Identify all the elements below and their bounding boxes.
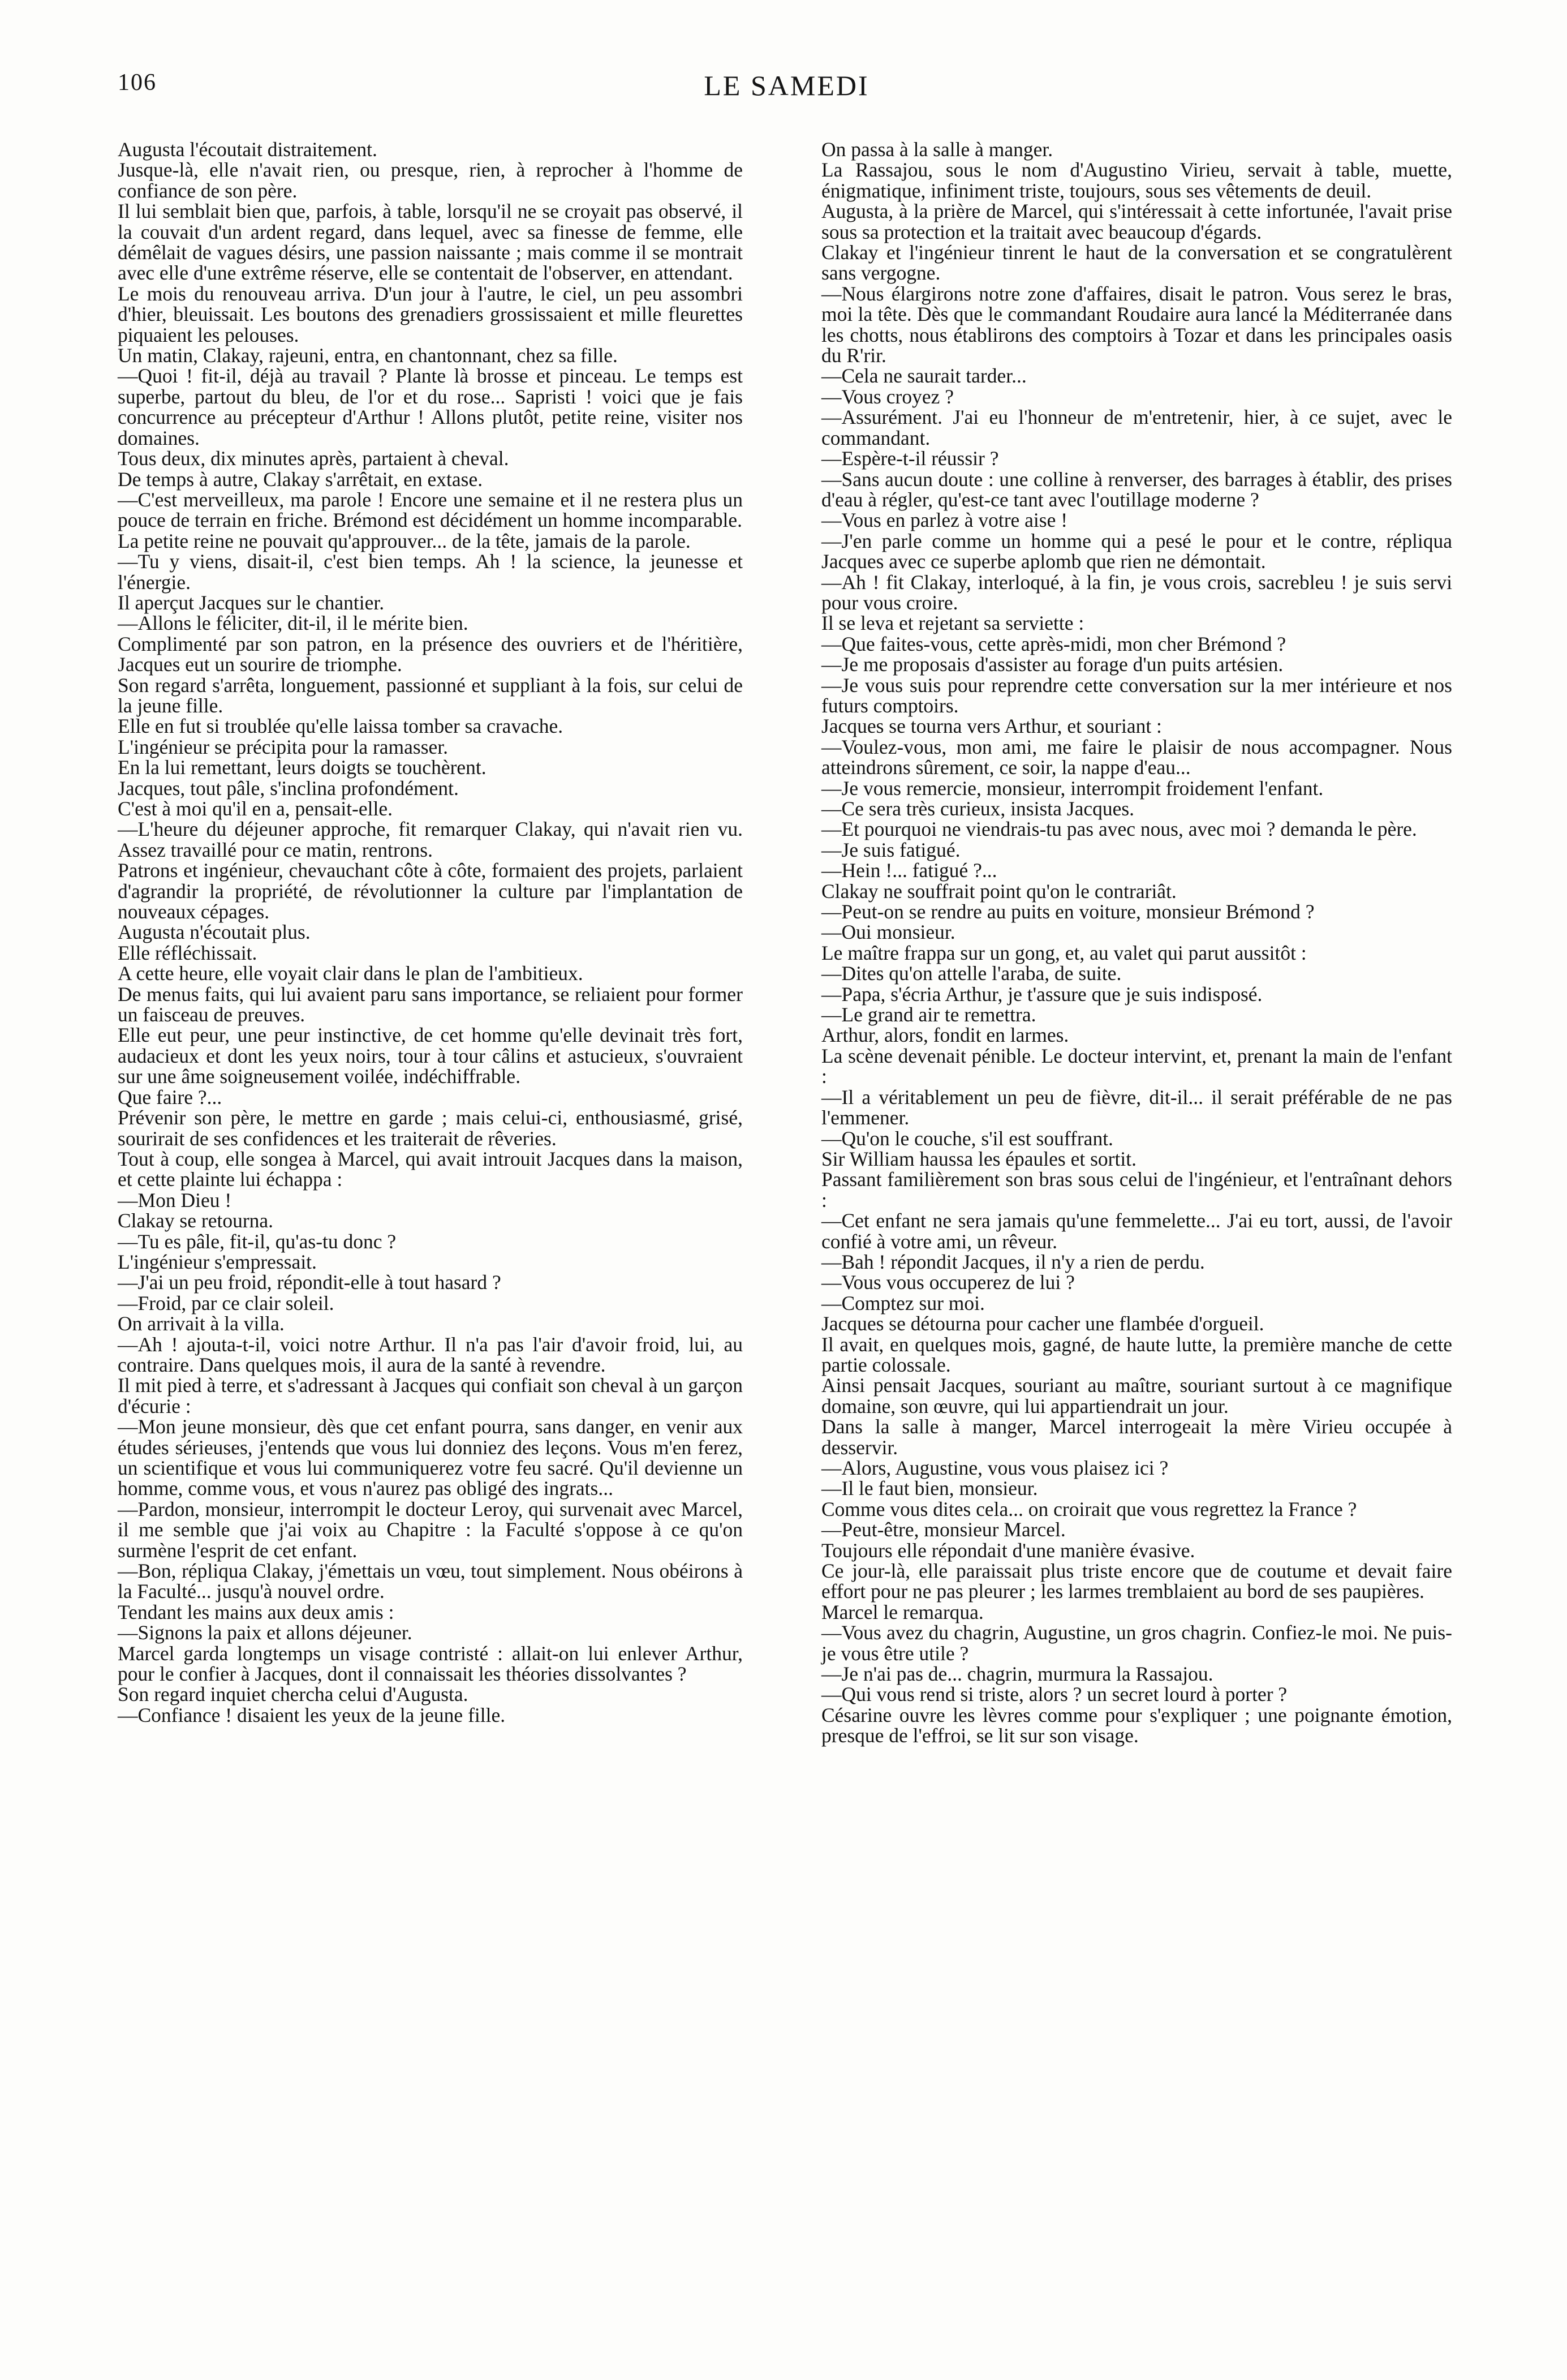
paragraph: —Nous élargirons notre zone d'affaires, disait le patron. Vous serez le bras, moi la tête. Dès que le commandant Roudaire aura lancé la Méditerranée dans les chotts, nous établirons des comptoirs à Tozar et dans les principales oasis du R'rir. <box>821 282 1452 367</box>
paragraph: —Pardon, monsieur, interrompit le docteur Leroy, qui survenait avec Marcel, il me semble que j'ai voix au Chapitre : la Faculté s'oppose à ce qu'on surmène l'esprit de cet enfant. <box>118 1497 743 1562</box>
paragraph: —Sans aucun doute : une colline à renverser, des barrages à établir, des prises d'eau à régler, qu'est-ce tant avec l'outillage moderne ? <box>821 467 1452 511</box>
paragraph: —Peut-on se rendre au puits en voiture, monsieur Brémond ? <box>821 900 1315 923</box>
paragraph: On arrivait à la villa. <box>118 1312 285 1335</box>
paragraph: Le maître frappa sur un gong, et, au valet qui parut aussitôt : <box>821 941 1307 964</box>
paragraph: A cette heure, elle voyait clair dans le plan de l'ambitieux. <box>118 962 583 985</box>
paragraph: —Confiance ! disaient les yeux de la jeune fille. <box>118 1703 506 1726</box>
paragraph: —Je vous remercie, monsieur, interrompit froidement l'enfant. <box>821 776 1324 800</box>
page-number: 106 <box>118 70 157 96</box>
paragraph: La Rassajou, sous le nom d'Augustino Virieu, servait à table, muette, énigmatique, infiniment triste, toujours, sous ses vêtements de deuil. <box>821 158 1452 202</box>
paragraph: —Je suis fatigué. <box>821 838 961 861</box>
paragraph: —Signons la paix et allons déjeuner. <box>118 1621 412 1644</box>
paragraph: Il se leva et rejetant sa serviette : <box>821 612 1084 635</box>
paragraph: Ainsi pensait Jacques, souriant au maître, souriant surtout à ce magnifique domaine, son œuvre, qui lui appartiendrait un jour. <box>821 1374 1452 1417</box>
paragraph: Elle réfléchissait. <box>118 941 257 964</box>
paragraph: De menus faits, qui lui avaient paru sans importance, se reliaient pour former un faisceau de preuves. <box>118 982 743 1026</box>
paragraph: —Il a véritablement un peu de fièvre, dit-il... il serait préférable de ne pas l'emmener. <box>821 1085 1452 1129</box>
paragraph: Comme vous dites cela... on croirait que vous regrettez la France ? <box>821 1497 1357 1520</box>
paragraph: L'ingénieur s'empressait. <box>118 1250 317 1273</box>
paragraph: Prévenir son père, le mettre en garde ; mais celui-ci, enthousiasmé, grisé, sourirait de ses confidences et les traiterait de rêveries. <box>118 1106 743 1150</box>
paragraph: —Assurément. J'ai eu l'honneur de m'entretenir, hier, à ce sujet, avec le commandant. <box>821 406 1452 449</box>
paragraph: —Je vous suis pour reprendre cette conversation sur la mer intérieure et nos futurs comptoirs. <box>821 673 1452 717</box>
paragraph: —Il le faut bien, monsieur. <box>821 1477 1038 1500</box>
paragraph: —Vous en parlez à votre aise ! <box>821 509 1068 532</box>
paragraph: —Quoi ! fit-il, déjà au travail ? Plante là brosse et pinceau. Le temps est superbe, partout du bleu, de l'or et du rose... Sapristi ! voici que je fais concurrence au précepteur d'Arthur ! Allons plutôt, petite reine, visiter nos domaines. <box>118 364 743 449</box>
paragraph: —Ah ! fit Clakay, interloqué, à la fin, je vous crois, sacrebleu ! je suis servi pour vous croire. <box>821 570 1452 614</box>
paragraph: Jacques, tout pâle, s'inclina profondément. <box>118 776 459 800</box>
paragraph: Complimenté par son patron, en la présence des ouvriers et de l'héritière, Jacques eut un sourire de triomphe. <box>118 632 743 676</box>
paragraph: L'ingénieur se précipita pour la ramasser. <box>118 735 449 758</box>
paragraph: Augusta l'écoutait distraitement. <box>118 138 377 161</box>
paragraph: —Bon, répliqua Clakay, j'émettais un vœu, tout simplement. Nous obéirons à la Faculté... jusqu'à nouvel ordre. <box>118 1560 743 1603</box>
running-title: LE SAMEDI <box>704 70 869 101</box>
paragraph: Ce jour-là, elle paraissait plus triste encore que de coutume et devait faire effort pour ne pas pleurer ; les larmes tremblaient au bord de ses paupières. <box>821 1560 1452 1603</box>
paragraph: Passant familièrement son bras sous celui de l'ingénieur, et l'entraînant dehors : <box>821 1168 1452 1212</box>
paragraph: Tous deux, dix minutes après, partaient à cheval. <box>118 447 509 470</box>
paragraph: Arthur, alors, fondit en larmes. <box>821 1024 1069 1047</box>
paragraph: Elle en fut si troublée qu'elle laissa tomber sa cravache. <box>118 715 563 738</box>
paragraph: Jacques se tourna vers Arthur, et souriant : <box>821 715 1162 738</box>
paragraph: —Vous croyez ? <box>821 385 954 408</box>
paragraph: —Qui vous rend si triste, alors ? un secret lourd à porter ? <box>821 1683 1288 1706</box>
paragraph: —Et pourquoi ne viendrais-tu pas avec nous, avec moi ? demanda le père. <box>821 818 1417 841</box>
text-column-right <box>821 139 1452 1746</box>
paragraph: —Tu y viens, disait-il, c'est bien temps. Ah ! la science, la jeunesse et l'énergie. <box>118 550 743 594</box>
paragraph: Clakay ne souffrait point qu'on le contrariât. <box>821 879 1177 903</box>
paragraph: —J'en parle comme un homme qui a pesé le pour et le contre, répliqua Jacques avec ce superbe aplomb que rien ne démontait. <box>821 529 1452 573</box>
paragraph: Clakay et l'ingénieur tinrent le haut de la conversation et se congratulèrent sans vergogne. <box>821 241 1452 285</box>
paragraph: —Ce sera très curieux, insista Jacques. <box>821 797 1135 820</box>
paragraph: Patrons et ingénieur, chevauchant côte à côte, formaient des projets, parlaient d'agrandir la propriété, de révolutionner la culture par l'implantation de nouveaux cépages. <box>118 859 743 923</box>
page-header <box>118 69 1456 110</box>
paragraph: Que faire ?... <box>118 1085 222 1109</box>
paragraph: Jusque-là, elle n'avait rien, ou presque, rien, à reprocher à l'homme de confiance de son père. <box>118 158 743 202</box>
paragraph: Son regard inquiet chercha celui d'Augusta. <box>118 1683 468 1706</box>
paragraph: Elle eut peur, une peur instinctive, de cet homme qu'elle devinait très fort, audacieux et dont les yeux noirs, tour à tour câlins et astucieux, s'ouvraient sur une âme soigneusement voilée, indéchiffrable. <box>118 1024 743 1088</box>
paragraph: —Oui monsieur. <box>821 921 955 944</box>
paragraph: —Bah ! répondit Jacques, il n'y a rien de perdu. <box>821 1250 1205 1273</box>
paragraph: —J'ai un peu froid, répondit-elle à tout hasard ? <box>118 1271 501 1294</box>
paragraph: Tout à coup, elle songea à Marcel, qui avait introuit Jacques dans la maison, et cette plainte lui échappa : <box>118 1147 743 1191</box>
paragraph: —Je me proposais d'assister au forage d'un puits artésien. <box>821 653 1284 676</box>
paragraph: —Alors, Augustine, vous vous plaisez ici ? <box>821 1457 1169 1479</box>
paragraph: Augusta, à la prière de Marcel, qui s'intéressait à cette infortunée, l'avait prise sous sa protection et la traitait avec beaucoup d'égards. <box>821 200 1452 243</box>
paragraph: —Cela ne saurait tarder... <box>821 364 1027 388</box>
paragraph: —Le grand air te remettra. <box>821 1003 1036 1026</box>
paragraph: —Mon jeune monsieur, dès que cet enfant pourra, sans danger, en venir aux études sérieuses, j'entends que vous lui donniez des leçons. Vous m'en ferez, un scientifique et vous lui communiquerez votre feu sacré. Qu'il devienne un homme, comme vous, et vous n'aurez pas obligé des ingrats... <box>118 1415 743 1500</box>
paragraph: —Peut-être, monsieur Marcel. <box>821 1518 1066 1541</box>
paragraph: —Hein !... fatigué ?... <box>821 859 997 882</box>
paragraph: —Allons le féliciter, dit-il, il le mérite bien. <box>118 612 468 635</box>
paragraph: Dans la salle à manger, Marcel interrogeait la mère Virieu occupée à desservir. <box>821 1415 1452 1459</box>
paragraph: —Papa, s'écria Arthur, je t'assure que je suis indisposé. <box>821 982 1263 1006</box>
paragraph: —Voulez-vous, mon ami, me faire le plaisir de nous accompagner. Nous atteindrons sûrement, ce soir, la nappe d'eau... <box>821 735 1452 779</box>
paragraph: —Dites qu'on attelle l'araba, de suite. <box>821 962 1122 985</box>
paragraph: —Qu'on le couche, s'il est souffrant. <box>821 1127 1113 1150</box>
paragraph: De temps à autre, Clakay s'arrêtait, en extase. <box>118 467 483 491</box>
paragraph: La petite reine ne pouvait qu'approuver... de la tête, jamais de la parole. <box>118 529 691 552</box>
paragraph: —Que faites-vous, cette après-midi, mon cher Brémond ? <box>821 632 1286 655</box>
paragraph: —Mon Dieu ! <box>118 1188 232 1212</box>
paragraph: —Comptez sur moi. <box>821 1291 985 1314</box>
paragraph: Le mois du renouveau arriva. D'un jour à l'autre, le ciel, un peu assombri d'hier, bleuissait. Les boutons des grenadiers grossissaient et mille fleurettes piquaient les pelouses. <box>118 282 743 346</box>
paragraph: Il lui semblait bien que, parfois, à table, lorsqu'il ne se croyait pas observé, il la couvait d'un ardent regard, dans lequel, avec sa finesse de femme, elle démêlait de vagues désirs, une passion naissante ; mais comme il se montrait avec elle d'une extrême réserve, elle se contentait de l'observer, en attendant. <box>118 200 743 285</box>
paragraph: La scène devenait pénible. Le docteur intervint, et, prenant la main de l'enfant : <box>821 1044 1452 1088</box>
paragraph: Césarine ouvre les lèvres comme pour s'expliquer ; une poignante émotion, presque de l'effroi, se lit sur son visage. <box>821 1703 1452 1747</box>
paragraph: —Espère-t-il réussir ? <box>821 447 999 470</box>
text-column-left <box>118 139 743 1725</box>
paragraph: —Cet enfant ne sera jamais qu'une femmelette... J'ai eu tort, aussi, de l'avoir confié à votre ami, un rêveur. <box>821 1209 1452 1253</box>
paragraph: Tendant les mains aux deux amis : <box>118 1600 394 1623</box>
paragraph: Augusta n'écoutait plus. <box>118 921 311 944</box>
paragraph: Il avait, en quelques mois, gagné, de haute lutte, la première manche de cette partie colossale. <box>821 1333 1452 1376</box>
paragraph: Marcel garda longtemps un visage contristé : allait-on lui enlever Arthur, pour le confier à Jacques, dont il connaissait les théories dissolvantes ? <box>118 1642 743 1686</box>
paragraph: Marcel le remarqua. <box>821 1600 984 1623</box>
paragraph: Son regard s'arrêta, longuement, passionné et suppliant à la fois, sur celui de la jeune fille. <box>118 673 743 717</box>
paragraph: C'est à moi qu'il en a, pensait-elle. <box>118 797 393 820</box>
paragraph: Jacques se détourna pour cacher une flambée d'orgueil. <box>821 1312 1264 1335</box>
paragraph: Toujours elle répondait d'une manière évasive. <box>821 1539 1195 1562</box>
paragraph: Un matin, Clakay, rajeuni, entra, en chantonnant, chez sa fille. <box>118 344 618 367</box>
paragraph: —Ah ! ajouta-t-il, voici notre Arthur. Il n'a pas l'air d'avoir froid, lui, au contraire. Dans quelques mois, il aura de la santé à revendre. <box>118 1333 743 1376</box>
paragraph: —Vous vous occuperez de lui ? <box>821 1271 1075 1294</box>
paragraph: —Froid, par ce clair soleil. <box>118 1291 334 1314</box>
paragraph: Clakay se retourna. <box>118 1209 274 1232</box>
paragraph: —Vous avez du chagrin, Augustine, un gros chagrin. Confiez-le moi. Ne puis-je vous être utile ? <box>821 1621 1452 1665</box>
paragraph: Il aperçut Jacques sur le chantier. <box>118 591 385 614</box>
paragraph: —Tu es pâle, fit-il, qu'as-tu donc ? <box>118 1230 397 1253</box>
paragraph: En la lui remettant, leurs doigts se touchèrent. <box>118 756 487 779</box>
paragraph: —C'est merveilleux, ma parole ! Encore une semaine et il ne restera plus un pouce de terrain en friche. Brémond est décidément un homme incomparable. <box>118 488 743 532</box>
paragraph: Sir William haussa les épaules et sortit. <box>821 1147 1136 1170</box>
paragraph: —L'heure du déjeuner approche, fit remarquer Clakay, qui n'avait rien vu. Assez travaillé pour ce matin, rentrons. <box>118 818 743 861</box>
paragraph: On passa à la salle à manger. <box>821 138 1053 161</box>
paragraph: Il mit pied à terre, et s'adressant à Jacques qui confiait son cheval à un garçon d'écurie : <box>118 1374 743 1417</box>
paragraph: —Je n'ai pas de... chagrin, murmura la Rassajou. <box>821 1662 1213 1686</box>
